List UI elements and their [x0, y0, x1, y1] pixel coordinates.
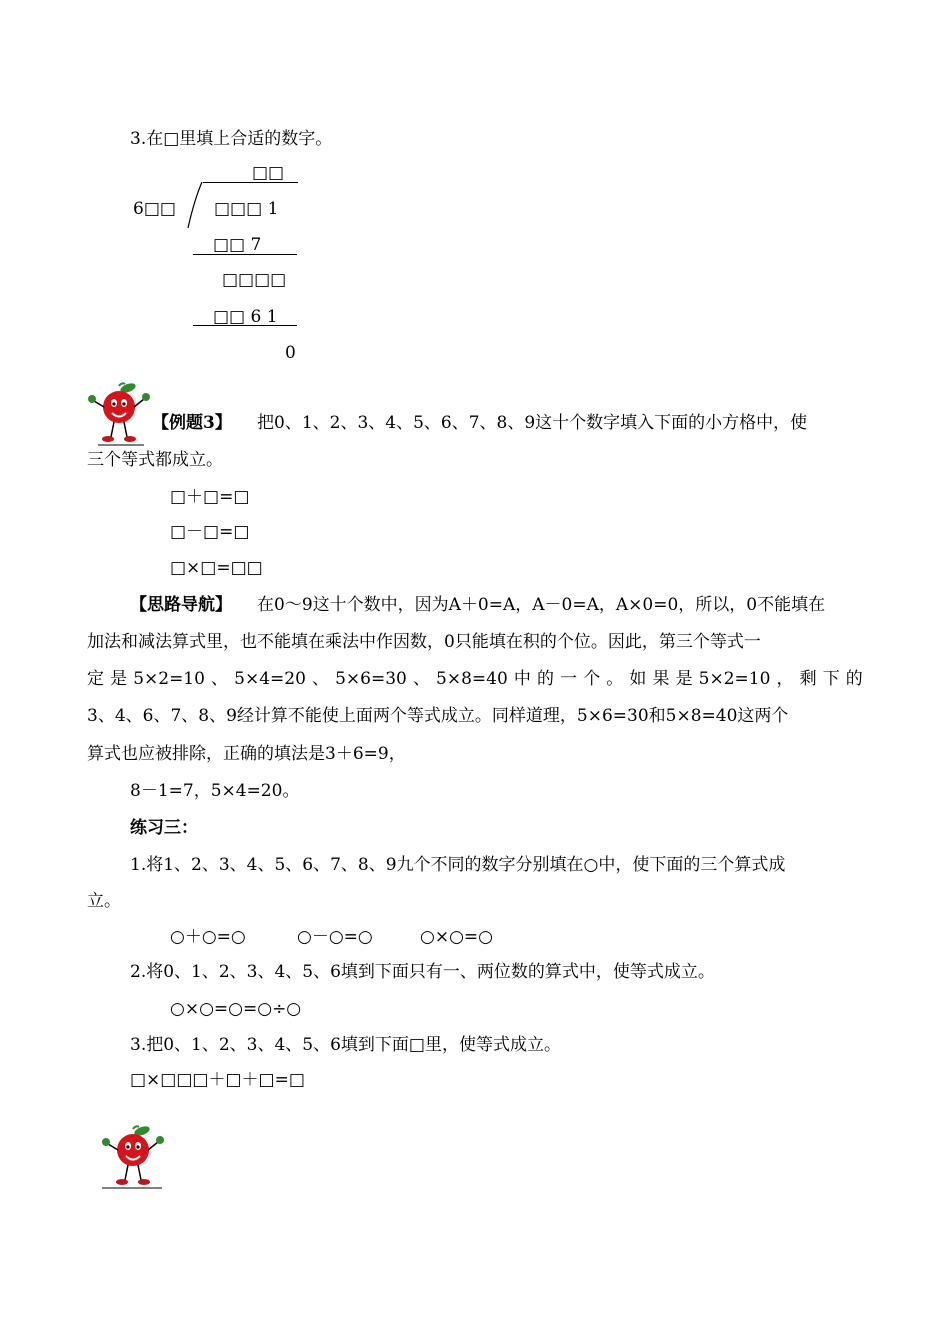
- apple-mascot-icon: [84, 381, 154, 447]
- guide-line3-token: 、: [412, 669, 430, 689]
- guide-line3-token: 的: [845, 669, 863, 689]
- division-line-1: [193, 254, 297, 255]
- guide-line3-token: 如: [629, 669, 647, 689]
- division-divisor: 6□□: [133, 199, 176, 219]
- example3-equation-3: □×□=□□: [170, 558, 263, 578]
- example3-equation-2: □－□=□: [170, 522, 250, 542]
- example3-text-line2: 三个等式都成立。: [87, 450, 223, 470]
- guide-line3-token: 是: [110, 669, 128, 689]
- guide-line3-token: 剩: [799, 669, 817, 689]
- practice-q1-equation-2: ○－○=○: [297, 927, 373, 947]
- division-bar: [203, 182, 298, 183]
- problem3-title: 3.在□里填上合适的数字。: [130, 129, 333, 149]
- practice-q1-equation-3: ○×○=○: [420, 927, 493, 947]
- division-dividend: □□□ 1: [214, 199, 279, 219]
- division-remainder-1: □□□□: [222, 270, 287, 290]
- guide-line3-token: 5×8=40: [436, 669, 508, 689]
- guide-line3-token: 。: [606, 669, 624, 689]
- division-final-remainder: 0: [285, 343, 296, 363]
- guide-line3-token: 下: [822, 669, 840, 689]
- practice-q1-line2: 立。: [87, 891, 121, 911]
- guide-line3-token: 的: [537, 669, 554, 689]
- guide-line3-token: 、: [211, 669, 229, 689]
- guide-line3-token: 定: [87, 669, 104, 689]
- guide-line3-token: 一: [560, 669, 578, 689]
- example3-label: 【例题3】: [152, 413, 232, 433]
- guide-line4: 3、4、6、7、8、9经计算不能使上面两个等式成立。同样道理，5×6=30和5×8=40这两个: [87, 706, 789, 726]
- guide-line3-token: 5×2=10: [133, 669, 205, 689]
- practice-q2-equation: ○×○=○=○÷○: [170, 999, 302, 1019]
- division-bracket: [186, 182, 204, 230]
- guide-label: 【思路导航】: [130, 595, 232, 615]
- guide-line3-token: 、: [312, 669, 329, 689]
- guide-line1: 在0～9这十个数中，因为A＋0=A，A－0=A，A×0=0，所以，0不能填在: [257, 595, 826, 615]
- guide-line3-token: 是: [675, 669, 693, 689]
- guide-line5: 算式也应被排除，正确的填法是3＋6=9，: [87, 744, 406, 764]
- practice-q3-text: 3.把0、1、2、3、4、5、6填到下面□里，使等式成立。: [130, 1035, 561, 1055]
- division-subtrahend-1: □□ 7: [213, 235, 262, 255]
- guide-line3-token: 中: [513, 669, 531, 689]
- apple-mascot-icon: [98, 1124, 168, 1190]
- guide-line2: 加法和减法算式里，也不能填在乘法中作因数，0只能填在积的个位。因此，第三个等式一: [87, 632, 761, 652]
- practice-q2-text: 2.将0、1、2、3、4、5、6填到下面只有一、两位数的算式中，使等式成立。: [130, 962, 715, 982]
- guide-line3-token: 5×4=20: [234, 669, 306, 689]
- guide-line3-token: 5×6=30: [335, 669, 407, 689]
- guide-line3-token: 果: [652, 669, 670, 689]
- guide-line3-token: ，: [776, 669, 794, 689]
- practice-title: 练习三：: [130, 818, 198, 838]
- practice-q3-equation: □×□□□＋□＋□=□: [130, 1070, 305, 1090]
- practice-q1-line1: 1.将1、2、3、4、5、6、7、8、9九个不同的数字分别填在○中，使下面的三个算式成: [130, 855, 786, 875]
- division-subtrahend-2: □□ 6 1: [213, 307, 278, 327]
- division-quotient: □□: [252, 163, 285, 183]
- guide-line3-token: 个: [583, 669, 601, 689]
- example3-equation-1: □＋□=□: [170, 487, 250, 507]
- guide-line3: [87, 671, 863, 688]
- example3-text-line1: 把0、1、2、3、4、5、6、7、8、9这十个数字填入下面的小方格中，使: [257, 413, 808, 433]
- guide-line3-token: 5×2=10: [698, 669, 771, 689]
- division-line-2: [193, 325, 297, 326]
- guide-line6: 8－1=7，5×4=20。: [130, 781, 300, 801]
- practice-q1-equation-1: ○＋○=○: [170, 927, 246, 947]
